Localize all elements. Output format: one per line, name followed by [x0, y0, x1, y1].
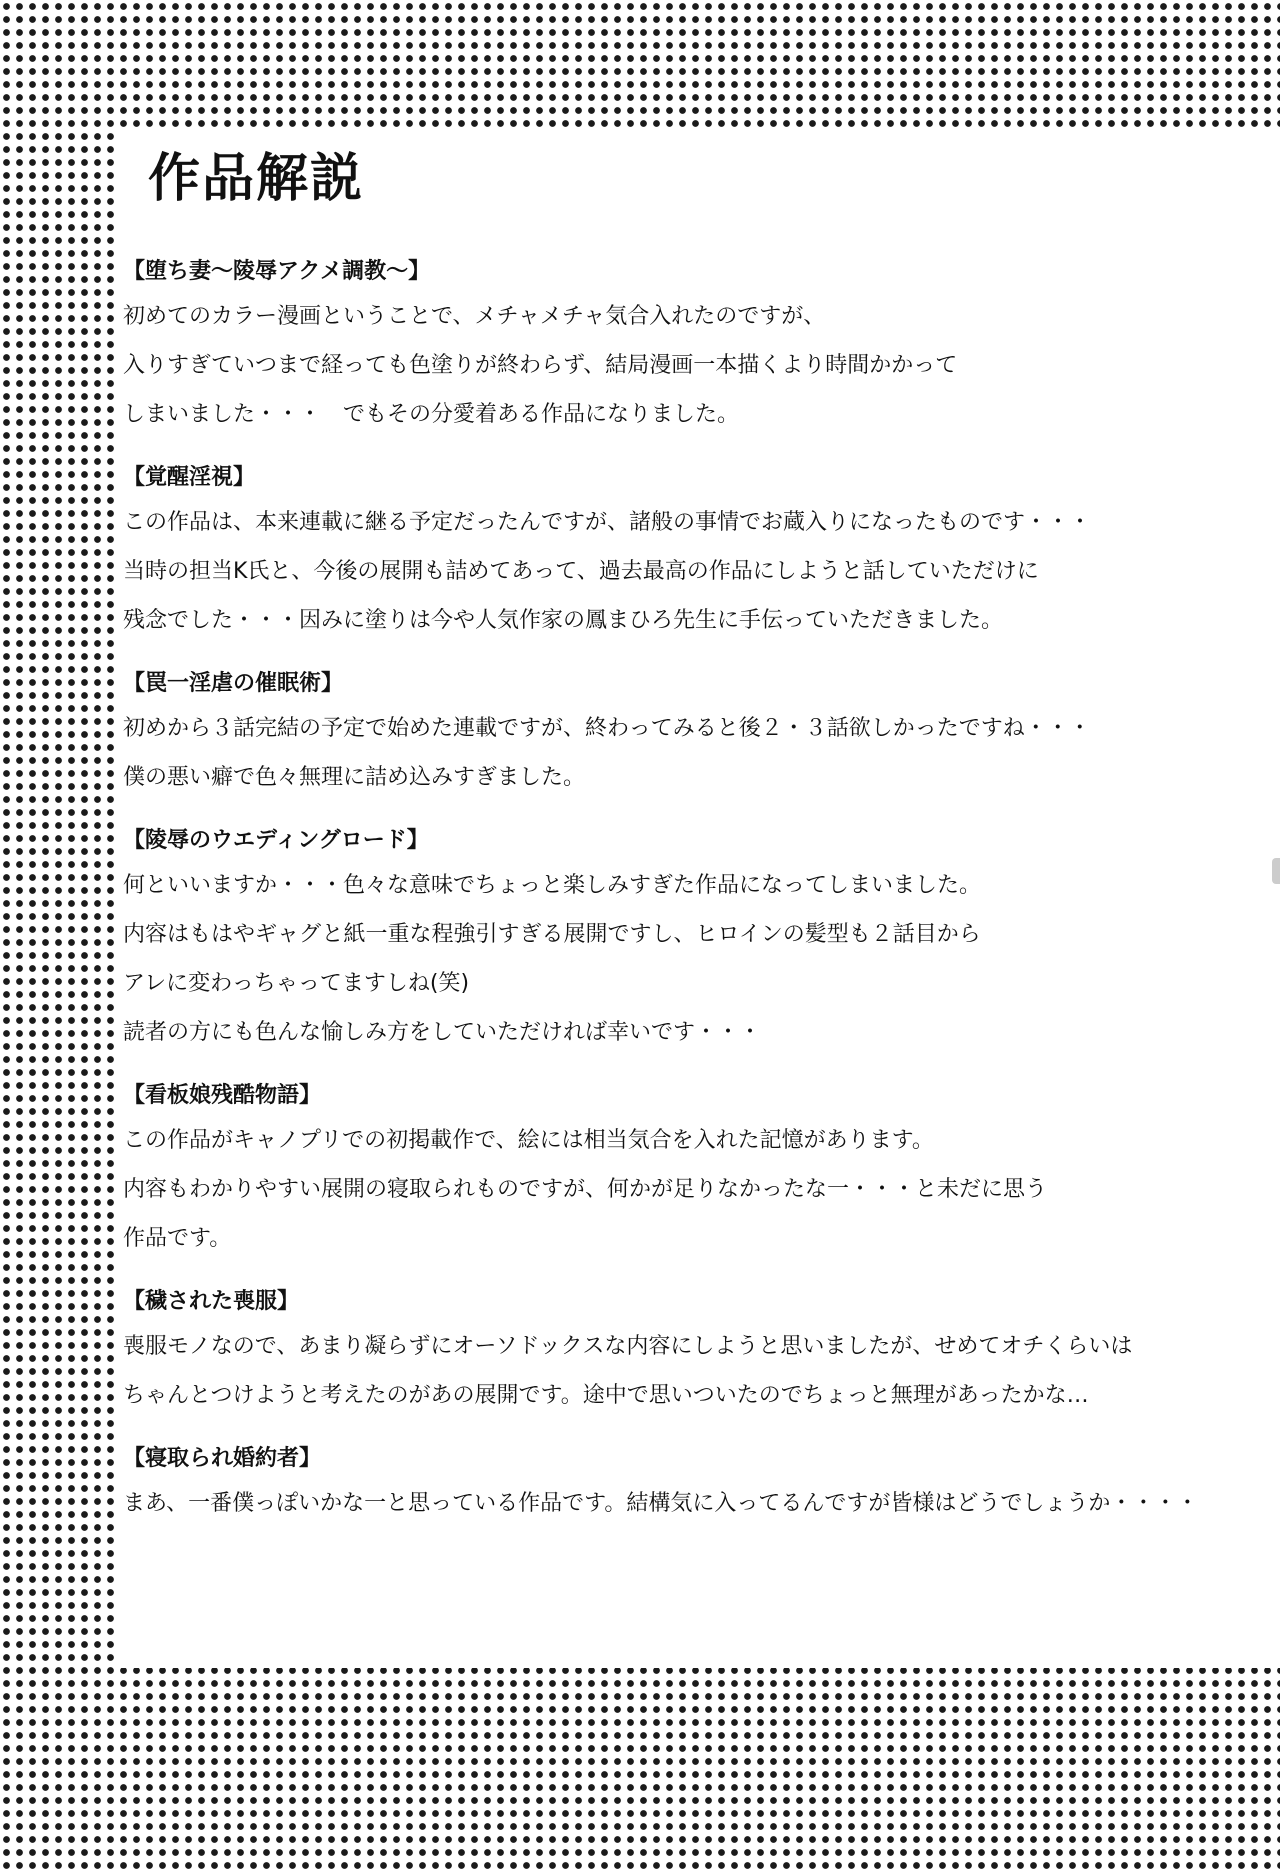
section-line: 僕の悪い癖で色々無理に詰め込みすぎました。: [123, 765, 586, 790]
section-line: 作品です。: [123, 1226, 232, 1251]
section-line: 内容はもはやギャグと紙一重な程強引すぎる展開ですし、ヒロインの髪型も２話目から: [123, 922, 981, 947]
section-wedding-road: [123, 824, 1223, 1049]
page-title: 作品解説: [148, 148, 365, 209]
section-konyakusha: [123, 1442, 1223, 1520]
section-mofuku: [123, 1285, 1223, 1412]
section-line: アレに変わっちゃってますしね(笑): [123, 971, 470, 996]
section-line: 初めてのカラー漫画ということで、メチャメチャ気合入れたのですが、: [123, 304, 826, 329]
section-ochi-tsuma: [123, 255, 1223, 431]
section-heading: 【看板娘残酷物語】: [123, 1083, 322, 1108]
section-heading: 【穢された喪服】: [123, 1289, 300, 1314]
section-heading: 【寝取られ婚約者】: [123, 1446, 322, 1471]
commentary-content: [123, 255, 1223, 1550]
section-line: この作品は、本来連載に継る予定だったんですが、諸般の事情でお蔵入りになったものです・・・: [123, 510, 1092, 535]
page-edge-mark: [1272, 858, 1280, 884]
section-line: 何といいますか・・・色々な意味でちょっと楽しみすぎた作品になってしまいました。: [123, 873, 982, 898]
section-line: 当時の担当K氏と、今後の展開も詰めてあって、過去最高の作品にしようと話していただけに: [123, 559, 1039, 584]
section-heading: 【覚醒淫視】: [123, 465, 256, 490]
section-line: 残念でした・・・因みに塗りは今や人気作家の鳳まひろ先生に手伝っていただきました。: [123, 608, 1004, 633]
section-line: 喪服モノなので、あまり凝らずにオーソドックスな内容にしようと思いましたが、せめてオチくらいは: [123, 1334, 1133, 1359]
section-line: 読者の方にも色んな愉しみ方をしていただければ幸いです・・・: [123, 1020, 762, 1045]
section-kakusei-inshi: [123, 461, 1223, 637]
section-line: 初めから３話完結の予定で始めた連載ですが、終わってみると後２・３話欲しかったですね・・・: [123, 716, 1091, 741]
section-kanbanmusume: [123, 1079, 1223, 1255]
section-line: ちゃんとつけようと考えたのがあの展開です。途中で思いついたのでちょっと無理があったかな…: [123, 1383, 1089, 1408]
section-wana: [123, 667, 1223, 794]
section-line: 内容もわかりやすい展開の寝取られものですが、何かが足りなかったな一・・・と未だに思う: [123, 1177, 1048, 1202]
section-line: この作品がキャノプリでの初掲載作で、絵には相当気合を入れた記憶があります。: [123, 1128, 934, 1153]
section-heading: 【堕ち妻〜陵辱アクメ調教〜】: [123, 259, 431, 284]
section-heading: 【罠一淫虐の催眠術】: [123, 671, 344, 696]
section-line: まあ、一番僕っぽいかな一と思っている作品です。結構気に入ってるんですが皆様はどうでしょうか・・・・: [123, 1491, 1199, 1516]
section-line: しまいました・・・ でもその分愛着ある作品になりました。: [123, 402, 740, 427]
section-line: 入りすぎていつまで経っても色塗りが終わらず、結局漫画一本描くより時間かかって: [123, 353, 958, 378]
section-heading: 【陵辱のウエディングロード】: [123, 828, 429, 853]
